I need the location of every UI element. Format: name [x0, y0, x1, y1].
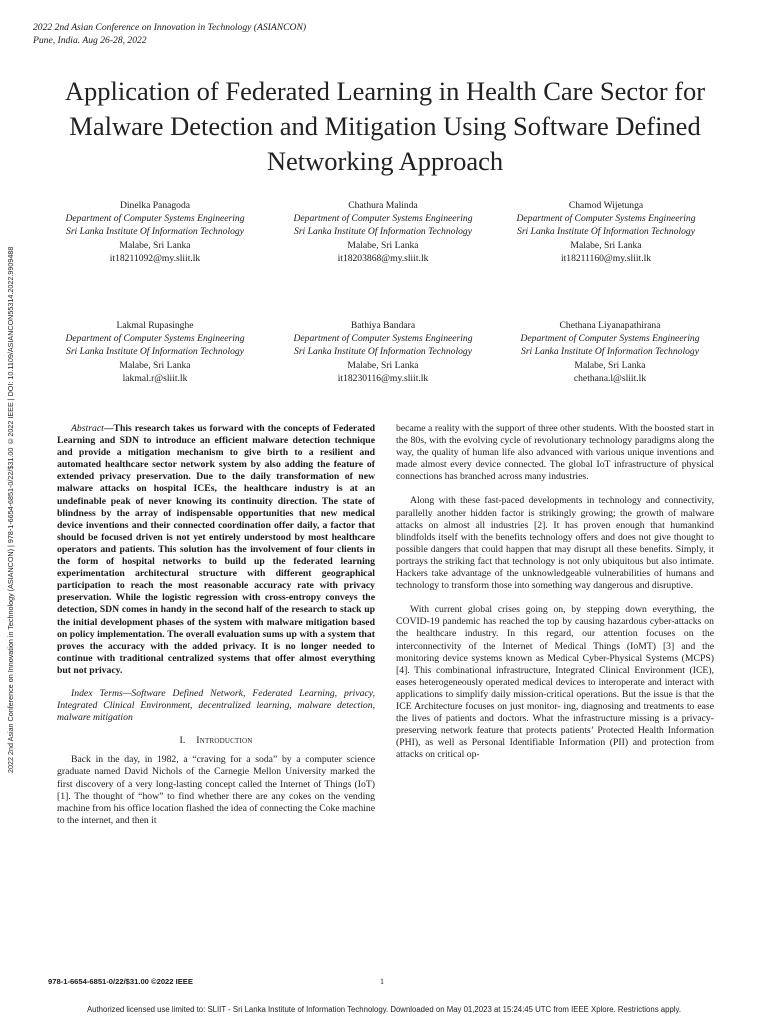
author-inst: Sri Lanka Institute Of Information Technology [294, 226, 472, 238]
author-inst: Sri Lanka Institute Of Information Technology [517, 226, 695, 238]
author-inst: Sri Lanka Institute Of Information Technology [294, 346, 472, 358]
page-number: 1 [380, 977, 384, 986]
author-location: Malabe, Sri Lanka [119, 239, 191, 251]
author-block [55, 319, 255, 385]
author-name: Chethana Liyanapathirana [559, 320, 661, 331]
author-dept: Department of Computer Systems Engineering [65, 333, 245, 345]
conference-name: 2022 2nd Asian Conference on Innovation in Technology (ASIANCON) [33, 22, 307, 33]
author-block [283, 199, 483, 265]
author-dept: Department of Computer Systems Engineering [65, 213, 245, 225]
author-name: Bathiya Bandara [350, 320, 416, 331]
left-column [57, 423, 375, 827]
author-location: Malabe, Sri Lanka [119, 359, 191, 371]
author-name: Lakmal Rupasinghe [116, 320, 194, 331]
author-location: Malabe, Sri Lanka [570, 239, 642, 251]
side-doi-text: 2022 2nd Asian Conference on Innovation in Technology (ASIANCON) | 978-1-6654-6851-0/22/$31.00 ©2022 IEEE | DOI: 10.1109/ASIANCON55314.2022.9909488 [6, 246, 15, 774]
paper-title: Application of Federated Learning in Health Care Sector for Malware Detection and Mitigation Using Software Defined Networking Approach [64, 76, 706, 176]
right-column [396, 423, 714, 761]
author-dept: Department of Computer Systems Engineering [520, 333, 700, 345]
author-block [283, 319, 483, 385]
conference-location: Pune, India. Aug 26-28, 2022 [33, 34, 147, 46]
author-email[interactable]: it18230116@my.sliit.lk [337, 372, 429, 384]
author-name: Chathura Malinda [348, 200, 418, 211]
author-location: Malabe, Sri Lanka [574, 359, 646, 371]
author-name: Dinelka Panagoda [119, 200, 191, 211]
author-email[interactable]: lakmal.r@sliit.lk [122, 372, 188, 384]
author-email[interactable]: it18211092@my.sliit.lk [109, 252, 201, 264]
authorized-use-notice: Authorized licensed use limited to: SLIIT - Sri Lanka Institute of Information Technology. Downloaded on May 01,2023 at 15:24:45 UTC from IEEE Xplore. Restrictions apply. [86, 1005, 682, 1014]
footer-isbn: 978-1-6654-6851-0/22/$31.00 ©2022 IEEE [48, 977, 193, 986]
author-block [510, 319, 710, 385]
author-dept: Department of Computer Systems Engineering [293, 333, 473, 345]
author-dept: Department of Computer Systems Engineering [516, 213, 696, 225]
intro-paragraph: Back in the day, in 1982, a “craving for a soda” by a computer science graduate named David Nichols of the Carnegie Mellon University marked the first discovery of a very long-lasting concept called the Internet of Things (IoT) [1]. The thought of “how” to find whether there are any cokes on the vending machine from his office location flashed the idea of connecting the Coke machine to the internet, and then it [57, 754, 375, 826]
abstract [57, 423, 375, 677]
author-dept: Department of Computer Systems Engineering [293, 213, 473, 225]
author-email[interactable]: it18211160@my.sliit.lk [560, 252, 652, 264]
author-block [506, 199, 706, 265]
author-email[interactable]: chethana.l@sliit.lk [573, 372, 647, 384]
body-paragraph: With current global crises going on, by stepping down everything, the COVID-19 pandemic has reached the top by causing hazardous cyber-attacks on the healthcare industry. In this regard, our attention focuses on the interconnectivity of the Internet of Medical Things (IoMT) [3] and the monitoring device systems known as Medical Cyber-Physical Systems (MCPS) [4]. This combinational infrastructure, Integrated Clinical Environment (ICE), eases heterogeneously operated medical devices to interoperate and interact with applications to simplify daily mission-critical operations. But the issue is that the ICE Architecture focuses on just monitor- ing, diagnosing and treatments to ease the lives of patients and doctors. What the infrastructure missing is a privacy-preserving network feature that protects patients’ Protected Health Information (PHI), as well as Personal Identifiable Information (PII) and protection from attacks on critical op- [396, 604, 714, 761]
author-inst: Sri Lanka Institute Of Information Technology [66, 346, 244, 358]
abstract-text: —This research takes us forward with the concepts of Federated Learning and SDN to introduce an efficient malware detection technique and provide a mitigation mechanism to give birth to a resilient and automated healthcare sector network system by also adding the feature of extended privacy preservation. Due to the daily transformation of new malware attacks on hospital ICEs, the healthcare industry is at an undefinable peak of never knowing its continuity direction. The state of blindness by the array of indispensable opportunities that new medical device inventions and their connected coordination offer daily, a factor that should be focused driven is not yet entirely understood by most healthcare operators and patients. This solution has the involvement of four clients in the form of hospital networks to build up the federated learning experimentation architectural structure with different geographical participation to reach the most reasonable accuracy rate with privacy preservation. While the logistic regression with cross-entropy conveys the detection, SDN comes in handy in the second half of the research to stack up the initial development phases of the system with malware mitigation based on policy implementation. The overall evaluation sums up with a system that proves the accuracy with the added privacy. It is no longer needed to continue with traditional centralized systems that offer almost everything but not privacy. [57, 423, 375, 676]
body-paragraph: became a reality with the support of three other students. With the boosted start in the 80s, with the evolving cycle of revolutionary technology paradigms along the way, the quality of human life also advanced with various unique inventions and made almost every device connected. The global IoT infrastructure of physical connections has branched across many industries. [396, 423, 714, 483]
author-location: Malabe, Sri Lanka [347, 359, 419, 371]
author-email[interactable]: it18203868@my.sliit.lk [337, 252, 429, 264]
author-block [55, 199, 255, 265]
index-terms: Index Terms—Software Defined Network, Federated Learning, privacy, Integrated Clinical Environment, decentralized learning, malware detection, malware mitigation [57, 687, 375, 724]
author-inst: Sri Lanka Institute Of Information Technology [521, 346, 699, 358]
section-title: Introduction [196, 735, 253, 747]
author-location: Malabe, Sri Lanka [347, 239, 419, 251]
section-heading [57, 735, 375, 747]
author-inst: Sri Lanka Institute Of Information Technology [66, 226, 244, 238]
section-number: I. [179, 735, 186, 747]
abstract-label: Abstract [71, 423, 104, 434]
author-name: Chamod Wijetunga [568, 200, 644, 211]
body-paragraph: Along with these fast-paced developments in technology and connectivity, parallelly another hidden factor is strikingly growing; the growth of malware attacks on almost all industries [2]. It has proven enough that humankind blindfolds itself with the benefits technology offers and does not give thought to possible dangers that could happen that may disrupt all these benefits. Simply, it portrays the striking fact that technology is not only ubiquitous but also intimate. Hackers take advantage of the unknowledgeable vulnerabilities of humans and technology to transform those into something way dangerous and disruptive. [396, 495, 714, 592]
conference-header [33, 22, 306, 47]
